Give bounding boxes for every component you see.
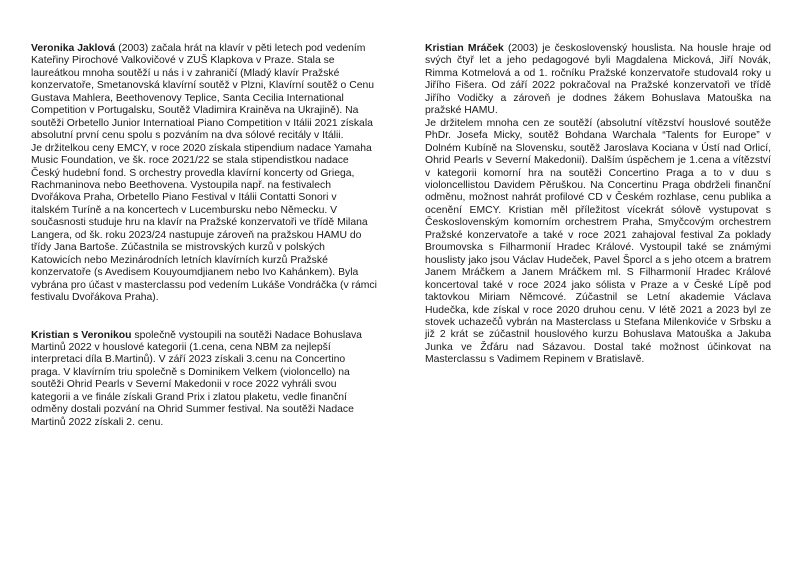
mracek-name: Kristian Mráček <box>425 43 504 54</box>
mracek-bio-paragraph-2: Je držitelem mnoha cen ze soutěží (absolutní vítězství houslové soutěže PhDr. Josefa Micky, soutěž Bohdana Warchala “Talents for Europe” v Dolném Kubíně na Slovensku, soutěž Jaroslava Kociana v Ústí nad Orlicí, Ohrid Pearls v Severní Makedonii). Dalším úspěchem je 1.cena a vítězství v kategorii komorní hra na soutěži Concertino Praga a to v duu s violoncellistou Davidem Pěruškou. Na Concertinu Praga obdrželi finanční odměnu, možnost nahrát profilové CD v Českém rozhlase, cenu publika a ocenění EMCY. Kristian měl příležitost vícekrát sólově vystupovat s Československým komorním orchestrem Praha, Smyčcovým orchestrem Pražské konzervatoře a také v roce 2021 zahajoval festival Za poklady Broumovska s Filharmonií Hradec Králové. Vystoupil také se známými houslisty jako jsou Václav Hudeček, Pavel Šporcl a s jeho otcem a bratrem Janem Mráčkem a Janem Mráčkem ml. S Filharmonií Hradec Králové koncertoval také v roce 2024 jako sólista v Praze a v České Lípě pod taktovkou Miriam Němcové. Zúčastnil se Letní akademie Václava Hudečka, kde získal v roce 2020 druhou cenu. V létě 2021 a 2023 byl ze stovek uchazečů vybrán na Masterclass u Stefana Milenkoviće v Srbsku a již 2 krát se zúčastnil houslového kurzu Bohuslava Matouška a Jakuba Junka ve Žďáru nad Sázavou. Dostal také možnost účinkovat na Masterclassu s Vadimem Repinem v Bratislavě. <box>425 117 771 366</box>
jaklova-bio-text-1: (2003) začala hrát na klavír v pěti letech pod vedením Kateřiny Pirochové Valkovičové v ZUŠ Klapkova v Praze. Stala se laureátkou mnoha soutěží u nás i v zahraničí (Mladý klavír Pražské konzervatoře, Smetanovská klavírní soutěž v Plzni, Klavírní soutěž o Cenu Gustava Mahlera, Beethovenovy Teplice, Santa Cecilia International Competition v Portugalsku, Soutěž Vladimira Krainěva na Ukrajině). Na soutěži Orbetello Junior Internatioal Piano Competition v Itálii 2021 získala absolutní první cenu spolu s pozváním na dva sólové recitály v Itálii. <box>31 43 375 142</box>
mracek-bio-text-1: (2003) je československý houslista. Na housle hraje od svých čtyř let a jeho pedagogové byli Magdalena Micková, Jiří Novák, Rimma Kotmelová a od 1. ročníku Pražské konzervatoře studoval4 roky u Jiřího Fišera. Od září 2022 pokračoval na Pražské konzervatoři ve třídě Jiřího Vodičky a zároveň je dodnes žákem Bohuslava Matouška na pražské HAMU. <box>425 43 771 117</box>
left-column <box>31 43 377 429</box>
duo-bio-text: společně vystoupili na soutěži Nadace Bohuslava Martinů 2022 v houslové kategorii (1.cena, cena NBM za nejlepší interpretaci díla B.Martinů). V září 2023 získali 3.cenu na Concertino praga. V klavírním triu společně s Dominikem Velkem (violoncello) na soutěži Ohrid Pearls v Severní Makedonii v roce 2022 vyhráli svou kategorii a ve finále získali Grand Prix i zlatou plaketu, vedle finanční odměny dostali pozvání na Ohrid Summer festival. Na soutěži Nadace Martinů 2022 získali 2. cenu. <box>31 329 362 428</box>
right-column <box>425 43 771 367</box>
jaklova-name: Veronika Jaklová <box>31 43 116 54</box>
duo-name: Kristian s Veronikou <box>31 329 132 341</box>
paragraph-gap <box>31 305 377 330</box>
duo-bio-paragraph <box>31 330 377 430</box>
jaklova-bio-paragraph-1 <box>31 43 377 143</box>
mracek-bio-paragraph-1 <box>425 43 771 118</box>
jaklova-bio-paragraph-2: Je držitelkou ceny EMCY, v roce 2020 získala stipendium nadace Yamaha Music Foundation, ve šk. roce 2021/22 se stala stipendistkou nadace Český hudební fond. S orchestry provedla klavírní koncerty od Griega, Rachmaninova nebo Beethovena. Vystoupila např. na festivalech Dvořákova Praha, Orbetello Piano Festival v Itálii Contatti Sonori v italském Turíně a na koncertech v Lucembursku nebo Německu. V současnosti studuje hru na klavír na Pražské konzervatoři ve třídě Milana Langera, od šk. roku 2023/24 nastupuje zároveň na pražskou HAMU do třídy Jana Bartoše. Zúčastnila se mistrovských kurzů v polských Katowicích nebo Mezinárodních letních klavírních kurzů Pražské konzervatoře (s Avedisem Kouyoumdjianem nebo Ivo Kahánkem). Byla vybrána pro účast v masterclassu pod vedením Lukáše Vondráčka (v rámci festivalu Dvořákova Praha). <box>31 142 377 304</box>
